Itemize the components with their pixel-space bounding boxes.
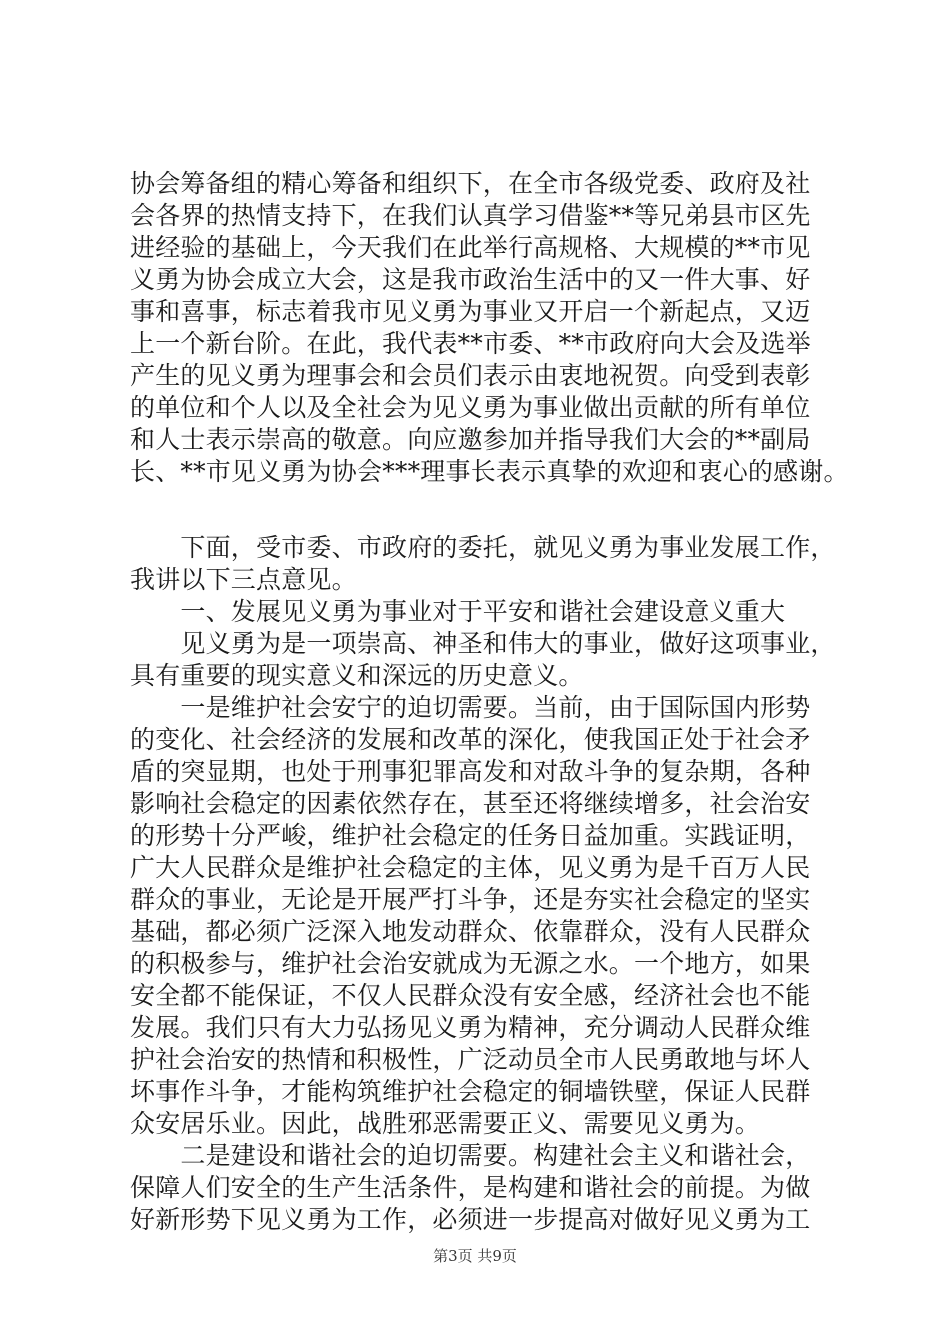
text-line: 群众的事业，无论是开展严打斗争，还是夯实社会稳定的坚实 <box>130 885 811 914</box>
text-line: 我讲以下三点意见。 <box>130 565 357 594</box>
text-line: 的单位和个人以及全社会为见义勇为事业做出贡献的所有单位 <box>130 393 811 422</box>
paragraph-intro <box>130 168 849 488</box>
text-line: 基础，都必须广泛深入地发动群众、依靠群众，没有人民群众 <box>130 917 811 946</box>
text-line: 和人士表示崇高的敬意。向应邀参加并指导我们大会的**副局 <box>130 425 811 454</box>
text-line: 发展。我们只有大力弘扬见义勇为精神，充分调动人民群众维 <box>130 1013 811 1042</box>
paragraph-main <box>130 532 836 1236</box>
text-line: 广大人民群众是维护社会稳定的主体，见义勇为是千百万人民 <box>130 853 811 882</box>
text-line: 的积极参与，维护社会治安就成为无源之水。一个地方，如果 <box>130 949 811 978</box>
text-line: 盾的突显期，也处于刑事犯罪高发和对敌斗争的复杂期，各种 <box>130 757 811 786</box>
text-line: 护社会治安的热情和积极性，广泛动员全市人民勇敢地与坏人 <box>130 1045 811 1074</box>
text-line: 长、**市见义勇为协会***理事长表示真挚的欢迎和衷心的感谢。 <box>130 457 849 486</box>
text-line: 好新形势下见义勇为工作，必须进一步提高对做好见义勇为工 <box>130 1205 811 1234</box>
text-line: 下面，受市委、市政府的委托，就见义勇为事业发展工作， <box>130 533 836 562</box>
text-line: 保障人们安全的生产生活条件，是构建和谐社会的前提。为做 <box>130 1173 811 1202</box>
text-line: 协会筹备组的精心筹备和组织下，在全市各级党委、政府及社 <box>130 169 811 198</box>
page-number: 第3页 共9页 <box>433 1247 517 1265</box>
text-line: 上一个新台阶。在此，我代表**市委、**市政府向大会及选举 <box>130 329 811 358</box>
text-line: 会各界的热情支持下，在我们认真学习借鉴**等兄弟县市区先 <box>130 201 811 230</box>
document-body <box>130 168 849 1236</box>
text-line: 二是建设和谐社会的迫切需要。构建社会主义和谐社会， <box>130 1141 811 1170</box>
text-line: 的变化、社会经济的发展和改革的深化，使我国正处于社会矛 <box>130 725 811 754</box>
text-line: 众安居乐业。因此，战胜邪恶需要正义、需要见义勇为。 <box>130 1109 761 1138</box>
text-line: 影响社会稳定的因素依然存在，甚至还将继续增多，社会治安 <box>130 789 811 818</box>
text-line: 义勇为协会成立大会，这是我市政治生活中的又一件大事、好 <box>130 265 811 294</box>
text-line: 的形势十分严峻，维护社会稳定的任务日益加重。实践证明， <box>130 821 811 850</box>
text-line: 见义勇为是一项崇高、神圣和伟大的事业，做好这项事业， <box>130 629 836 658</box>
text-line: 事和喜事，标志着我市见义勇为事业又开启一个新起点，又迈 <box>130 297 811 326</box>
text-line: 具有重要的现实意义和深远的历史意义。 <box>130 661 584 690</box>
text-line: 产生的见义勇为理事会和会员们表示由衷地祝贺。向受到表彰 <box>130 361 811 390</box>
section-heading: 一、发展见义勇为事业对于平安和谐社会建设意义重大 <box>130 597 786 626</box>
text-line: 一是维护社会安宁的迫切需要。当前，由于国际国内形势 <box>130 693 811 722</box>
text-line: 进经验的基础上，今天我们在此举行高规格、大规模的**市见 <box>130 233 811 262</box>
text-line: 坏事作斗争，才能构筑维护社会稳定的铜墙铁壁，保证人民群 <box>130 1077 811 1106</box>
paragraph-gap <box>130 488 830 532</box>
text-line: 安全都不能保证，不仅人民群众没有安全感，经济社会也不能 <box>130 981 811 1010</box>
